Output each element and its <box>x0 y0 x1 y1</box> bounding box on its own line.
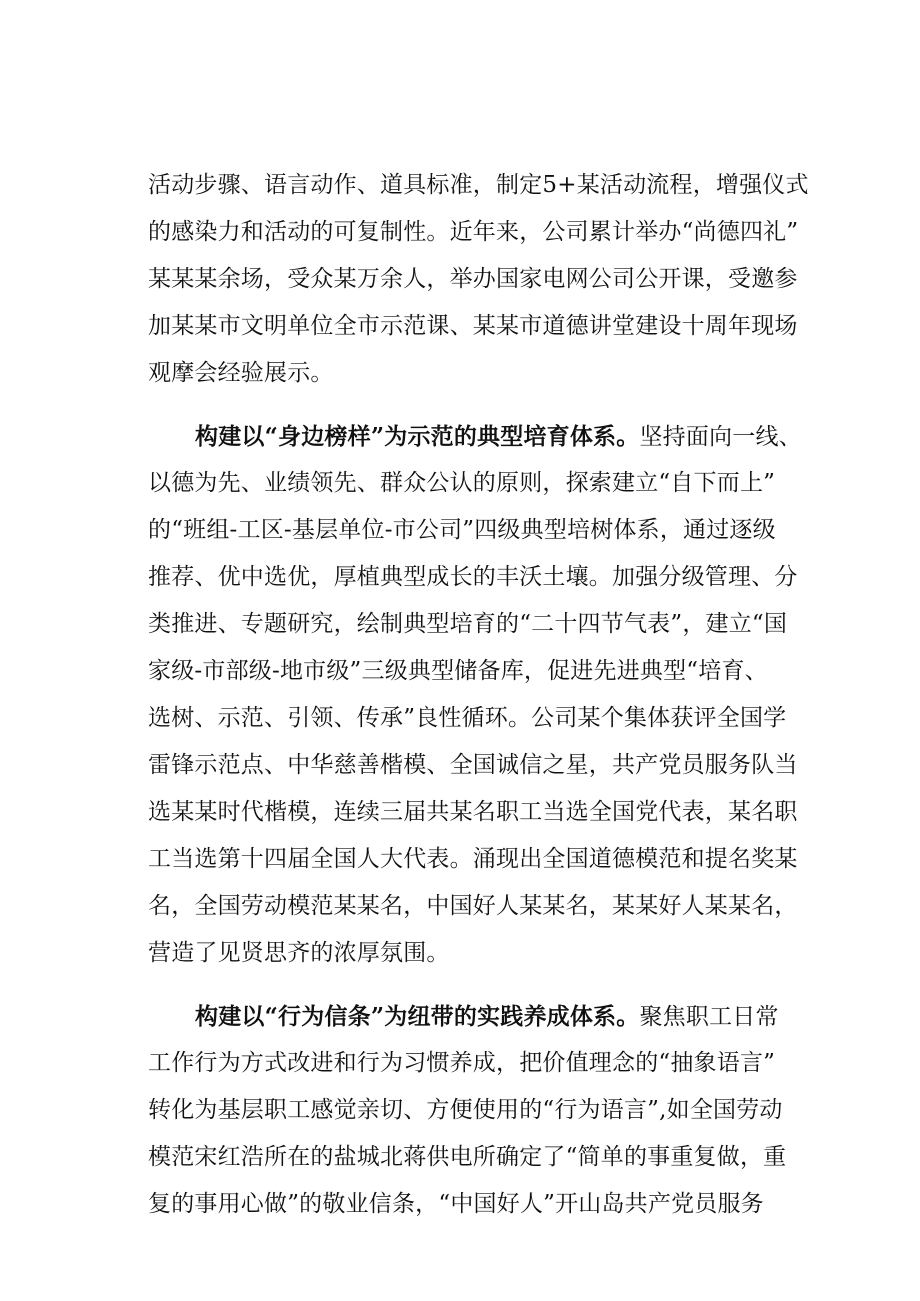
text-line: 名，全国劳动模范某某名，中国好人某某名，某某好人某某名， <box>148 893 798 919</box>
text-line: 加某某市文明单位全市示范课、某某市道德讲堂建设十周年现场 <box>148 313 798 339</box>
paragraph-first-line <box>148 413 808 460</box>
paragraph-2 <box>148 413 808 977</box>
paragraph-3 <box>148 993 808 1228</box>
text-span: 坚持面向一线、 <box>639 424 802 450</box>
paragraph-heading: 构建以“身边榜样”为示范的典型培育体系。 <box>195 423 640 450</box>
text-line: 选树、示范、引领、传承”良性循环。公司某个集体获评全国学 <box>148 705 787 731</box>
paragraph-1 <box>148 162 808 397</box>
text-line: 活动步骤、语言动作、道具标准，制定5+某活动流程，增强仪式 <box>148 172 809 198</box>
text-line: 类推进、专题研究，绘制典型培育的“二十四节气表”，建立“国 <box>148 611 788 637</box>
text-line: 的“班组-工区-基层单位-市公司”四级典型培树体系，通过逐级 <box>148 517 776 543</box>
text-line: 家级-市部级-地市级”三级典型储备库，促进先进典型“培育、 <box>148 658 768 684</box>
text-line: 的感染力和活动的可复制性。近年来，公司累计举办“尚德四礼” <box>148 219 799 245</box>
text-line: 工作行为方式改进和行为习惯养成，把价值理念的“抽象语言” <box>148 1050 776 1076</box>
text-line: 工当选第十四届全国人大代表。涌现出全国道德模范和提名奖某 <box>148 846 798 872</box>
text-line: 转化为基层职工感觉亲切、方便使用的“行为语言”,如全国劳动 <box>148 1097 783 1123</box>
text-line: 复的事用心做”的敬业信条，“中国好人”开山岛共产党员服务 <box>148 1191 764 1217</box>
text-line: 观摩会经验展示。 <box>148 360 334 386</box>
paragraph-heading: 构建以“行为信条”为纽带的实践养成体系。 <box>195 1003 640 1030</box>
text-line: 选某某时代楷模，连续三届共某名职工当选全国党代表，某名职 <box>148 799 798 825</box>
text-line: 雷锋示范点、中华慈善楷模、全国诚信之星，共产党员服务队当 <box>148 752 798 778</box>
text-line: 以德为先、业绩领先、群众公认的原则，探索建立“自下而上” <box>148 470 776 496</box>
text-span: 聚焦职工日常 <box>639 1004 779 1030</box>
paragraph-first-line <box>148 993 808 1040</box>
text-line: 推荐、优中选优，厚植典型成长的丰沃土壤。加强分级管理、分 <box>148 564 798 590</box>
text-line: 营造了见贤思齐的浓厚氛围。 <box>148 940 450 966</box>
text-line: 某某某余场，受众某万余人，举办国家电网公司公开课，受邀参 <box>148 266 798 292</box>
document-page <box>148 162 808 1228</box>
text-line: 模范宋红浩所在的盐城北蒋供电所确定了“简单的事重复做，重 <box>148 1144 787 1170</box>
